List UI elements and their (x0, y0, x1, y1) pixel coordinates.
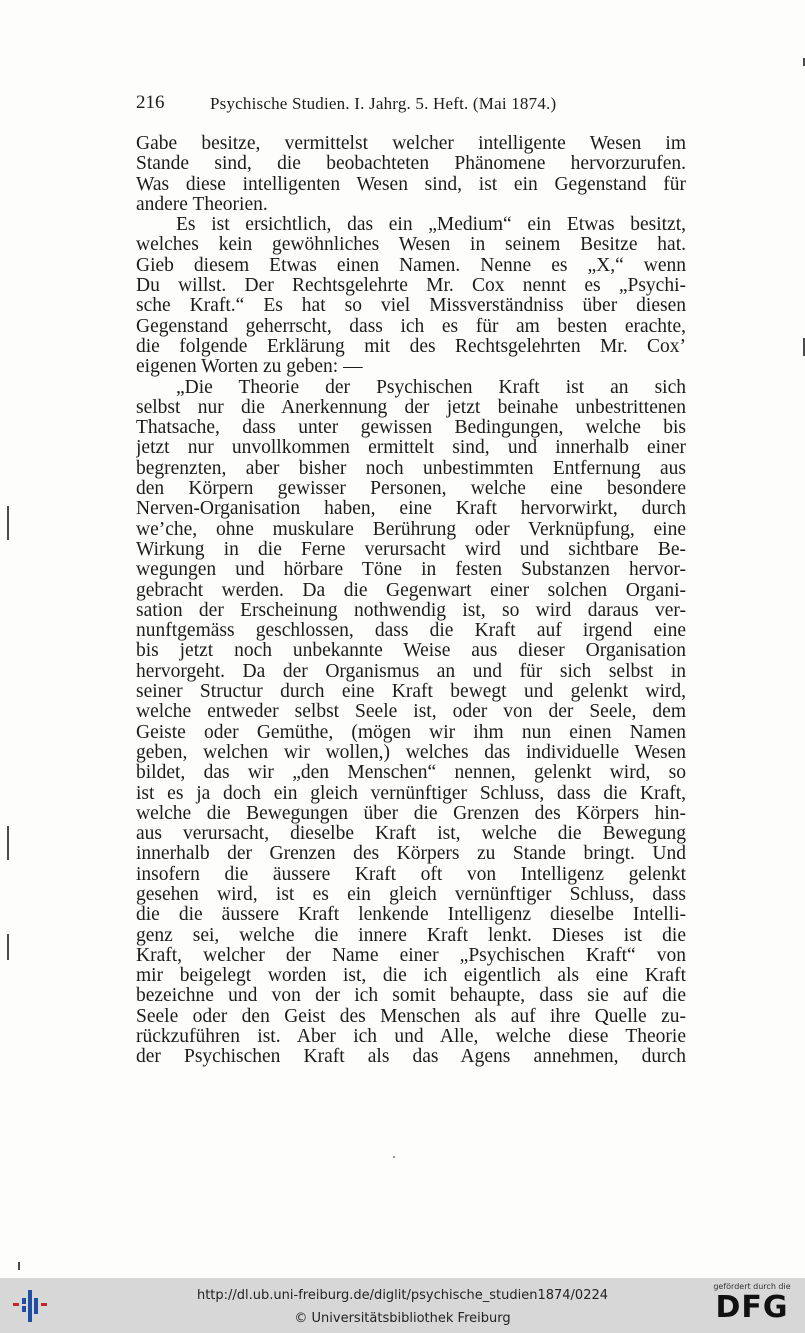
text-line: Gegenstand geherrscht, dass ich es für am besten erachte, (136, 316, 686, 337)
text-line: selbst nur die Anerkennung der jetzt beinahe unbestrittenen (136, 397, 686, 418)
text-line: Es ist ersichtlich, das ein „Medium“ ein Etwas besitzt, (176, 215, 686, 236)
footer-bar (0, 1278, 805, 1333)
text-line: gebracht werden. Da die Gegenwart einer solchen Organi- (136, 580, 686, 601)
text-line: Seele oder den Geist des Menschen als auf ihre Quelle zu- (136, 1006, 686, 1027)
dfg-logo (709, 1282, 795, 1328)
text-line: Du willst. Der Rechtsgelehrte Mr. Cox nennt es „Psychi- (136, 276, 686, 297)
text-line: bis jetzt noch unbekannte Weise aus dieser Organisation (136, 641, 686, 662)
text-line: gesehen wird, ist es ein gleich vernünftiger Schluss, dass (136, 884, 686, 905)
text-line: den Körpern gewisser Personen, welche eine besondere (136, 479, 686, 500)
margin-mark (18, 1262, 20, 1270)
margin-mark (7, 934, 9, 960)
text-line: Geiste oder Gemüthe, (mögen wir ihm nun einen Namen (136, 722, 686, 743)
text-line: aus verursacht, dieselbe Kraft ist, welche die Bewegung (136, 824, 686, 845)
text-line: nunftgemäss geschlossen, dass die Kraft auf irgend eine (136, 621, 686, 642)
text-line: Nerven-Organisation haben, eine Kraft hervorwirkt, durch (136, 499, 686, 520)
text-line: welches kein gewöhnliches Wesen in seinem Besitze hat. (136, 235, 686, 256)
permalink-url[interactable]: http://dl.ub.uni-freiburg.de/diglit/psychische_studien1874/0224 (196, 1288, 609, 1303)
page-number: 216 (136, 92, 165, 113)
text-line: die die äussere Kraft lenkende Intelligenz dieselbe Intelli- (136, 905, 686, 926)
running-head: Psychische Studien. I. Jahrg. 5. Heft. (Mai 1874.) (210, 94, 557, 113)
text-line: rückzuführen ist. Aber ich und Alle, welche diese Theorie (136, 1027, 686, 1048)
text-line: Gieb diesem Etwas einen Namen. Nenne es „X,“ wenn (136, 255, 686, 276)
text-line: sation der Erscheinung nothwendig ist, so wird daraus ver- (136, 600, 686, 621)
text-line: „Die Theorie der Psychischen Kraft ist an sich (176, 377, 686, 398)
copyright-notice: © Universitätsbibliothek Freiburg (294, 1311, 511, 1326)
text-line: Stande sind, die beobachteten Phänomene hervorzurufen. (136, 154, 686, 175)
text-line: mir beigelegt worden ist, die ich eigentlich als eine Kraft (136, 966, 686, 987)
text-line: sche Kraft.“ Es hat so viel Missverständniss über diesen (136, 296, 686, 317)
text-line: genz sei, welche die innere Kraft lenkt. Dieses ist die (136, 925, 686, 946)
text-line: bezeichne und von der ich somit behaupte, dass sie auf die (136, 986, 686, 1007)
dfg-funding-note: gefördert durch die (713, 1282, 791, 1291)
margin-mark (7, 506, 9, 540)
text-line: Thatsache, dass unter gewissen Bedingungen, welche bis (136, 418, 686, 439)
text-line: hervorgeht. Da der Organismus an und für sich selbst in (136, 661, 686, 682)
text-line: Was diese intelligenten Wesen sind, ist ein Gegenstand für (136, 174, 686, 195)
text-line: begrenzten, aber bisher noch unbestimmten Entfernung aus (136, 458, 686, 479)
text-line: we’che, ohne muskulare Berührung oder Verknüpfung, eine (136, 519, 686, 540)
text-line: Gabe besitze, vermittelst welcher intelligente Wesen im (136, 134, 686, 154)
scan-speck (393, 1156, 395, 1158)
text-line: andere Theorien. (136, 194, 268, 215)
text-line: der Psychischen Kraft als das Agens annehmen, durch (136, 1047, 686, 1068)
text-line: wegungen und hörbare Töne in festen Substanzen hervor- (136, 560, 686, 581)
text-line: jetzt nur unvollkommen ermittelt sind, und innerhalb einer (136, 438, 686, 459)
text-line: innerhalb der Grenzen des Körpers zu Stande bringt. Und (136, 844, 686, 865)
dfg-wordmark: DFG (715, 1290, 789, 1325)
text-line: Kraft, welcher der Name einer „Psychischen Kraft“ von (136, 945, 686, 966)
text-line: seiner Structur durch eine Kraft bewegt und gelenkt wird, (136, 682, 686, 703)
body-text (136, 134, 686, 1068)
text-line: insofern die äussere Kraft oft von Intelligenz gelenkt (136, 864, 686, 885)
text-line: eigenen Worten zu geben: — (136, 357, 363, 378)
text-line: die folgende Erklärung mit des Rechtsgelehrten Mr. Cox’ (136, 336, 686, 357)
text-line: ist es ja doch ein gleich vernünftiger Schluss, dass die Kraft, (136, 783, 686, 804)
page-header (136, 92, 684, 116)
text-line: Wirkung in die Ferne verursacht wird und sichtbare Be- (136, 539, 686, 560)
text-line: bildet, das wir „den Menschen“ nennen, gelenkt wird, so (136, 763, 686, 784)
text-line: welche die Bewegungen über die Grenzen des Körpers hin- (136, 803, 686, 824)
margin-mark (7, 826, 9, 860)
text-line: geben, welchen wir wollen,) welches das individuelle Wesen (136, 742, 686, 763)
text-line: welche entweder selbst Seele ist, oder von der Seele, dem (136, 702, 686, 723)
